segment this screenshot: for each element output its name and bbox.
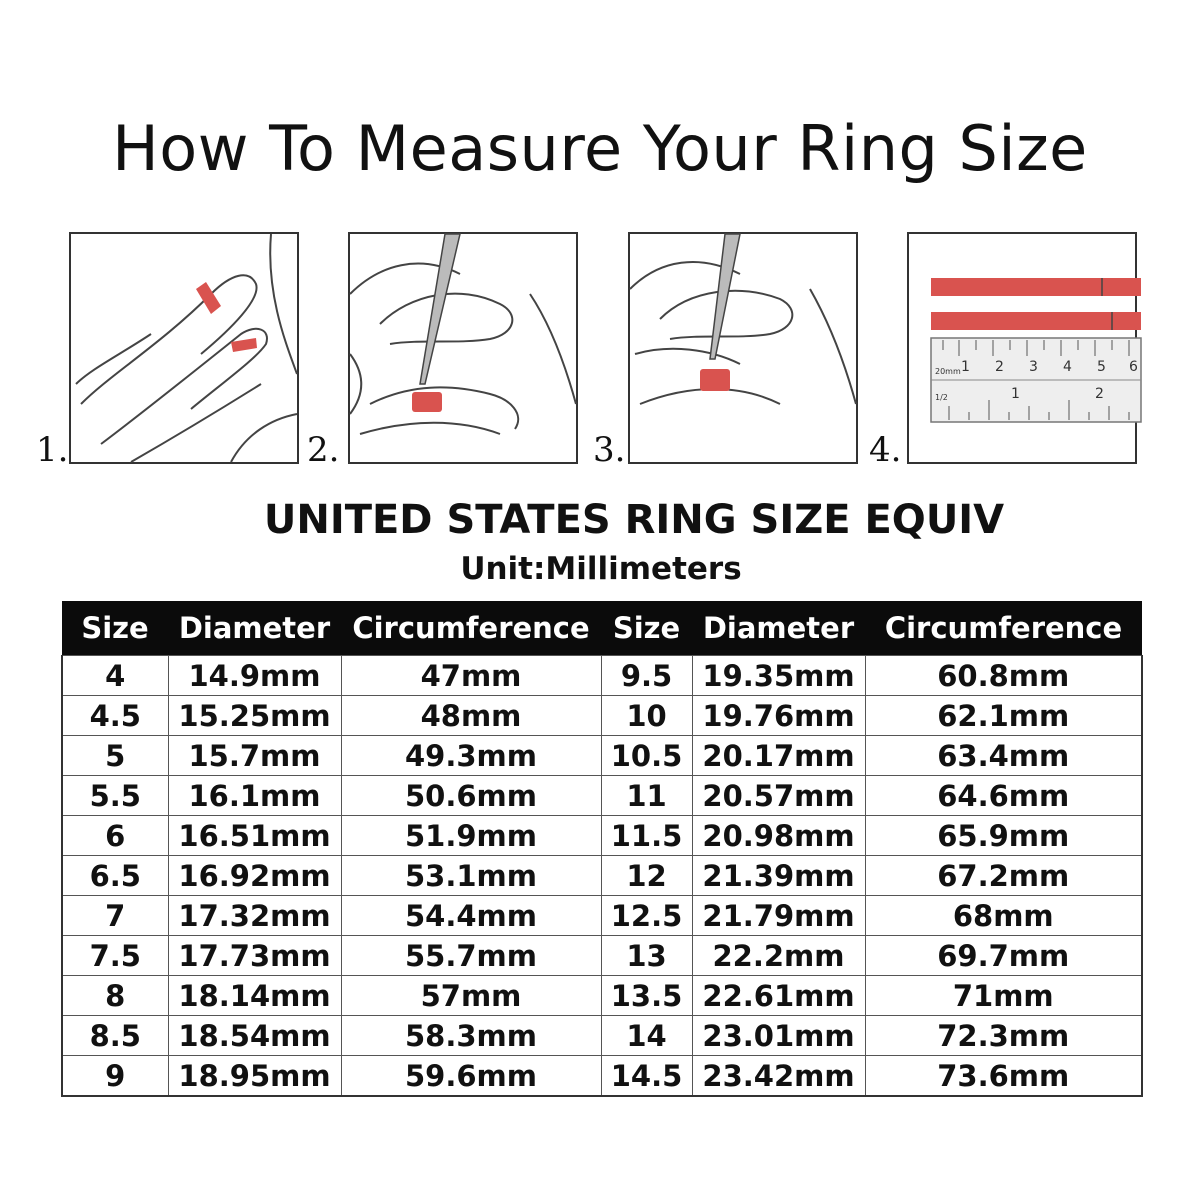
table-cell: 71mm <box>865 976 1142 1016</box>
table-row <box>62 1056 1142 1097</box>
table-cell: 20.57mm <box>692 776 865 816</box>
table-cell: 59.6mm <box>341 1056 601 1097</box>
table-cell: 9.5 <box>601 656 692 696</box>
table-cell: 60.8mm <box>865 656 1142 696</box>
table-cell: 11 <box>601 776 692 816</box>
ruler-mark: 5 <box>1097 359 1106 375</box>
table-cell: 19.35mm <box>692 656 865 696</box>
column-header: Circumference <box>865 601 1142 656</box>
table-cell: 21.79mm <box>692 896 865 936</box>
step-3-illustration <box>628 232 858 464</box>
table-row <box>62 976 1142 1016</box>
table-cell: 57mm <box>341 976 601 1016</box>
table-cell: 49.3mm <box>341 736 601 776</box>
table-cell: 10.5 <box>601 736 692 776</box>
table-row <box>62 656 1142 696</box>
table-cell: 16.1mm <box>168 776 341 816</box>
table-cell: 21.39mm <box>692 856 865 896</box>
table-cell: 62.1mm <box>865 696 1142 736</box>
table-cell: 11.5 <box>601 816 692 856</box>
table-cell: 69.7mm <box>865 936 1142 976</box>
table-cell: 22.61mm <box>692 976 865 1016</box>
table-row <box>62 736 1142 776</box>
chart-title: UNITED STATES RING SIZE EQUIV <box>263 497 1005 543</box>
table-row <box>62 1016 1142 1056</box>
table-row <box>62 696 1142 736</box>
column-header: Size <box>601 601 692 656</box>
table-cell: 64.6mm <box>865 776 1142 816</box>
step-1-label: 1. <box>36 430 69 470</box>
table-cell: 68mm <box>865 896 1142 936</box>
table-cell: 15.25mm <box>168 696 341 736</box>
table-cell: 12 <box>601 856 692 896</box>
column-header: Size <box>62 601 168 656</box>
table-cell: 23.01mm <box>692 1016 865 1056</box>
table-header-row <box>62 601 1142 656</box>
step-3-label: 3. <box>593 430 626 470</box>
table-cell: 4.5 <box>62 696 168 736</box>
ruler-icon <box>909 234 1141 462</box>
table-row <box>62 856 1142 896</box>
table-cell: 15.7mm <box>168 736 341 776</box>
step-4-label: 4. <box>869 430 902 470</box>
ruler-inch-label: 1/2 <box>935 393 948 402</box>
table-cell: 65.9mm <box>865 816 1142 856</box>
table-row <box>62 776 1142 816</box>
table-cell: 6.5 <box>62 856 168 896</box>
table-body <box>62 656 1142 1097</box>
table-cell: 47mm <box>341 656 601 696</box>
table-cell: 23.42mm <box>692 1056 865 1097</box>
table-cell: 17.73mm <box>168 936 341 976</box>
table-cell: 8 <box>62 976 168 1016</box>
marking-band-icon <box>350 234 576 462</box>
table-cell: 4 <box>62 656 168 696</box>
table-row <box>62 896 1142 936</box>
table-cell: 5.5 <box>62 776 168 816</box>
table-cell: 18.95mm <box>168 1056 341 1097</box>
ruler-mark: 1 <box>961 359 970 375</box>
table-cell: 50.6mm <box>341 776 601 816</box>
ruler-mark: 4 <box>1063 359 1072 375</box>
table-row <box>62 816 1142 856</box>
ruler-mark: 3 <box>1029 359 1038 375</box>
column-header: Circumference <box>341 601 601 656</box>
table-cell: 18.54mm <box>168 1016 341 1056</box>
table-row <box>62 936 1142 976</box>
step-2-illustration <box>348 232 578 464</box>
table-cell: 53.1mm <box>341 856 601 896</box>
table-cell: 7.5 <box>62 936 168 976</box>
table-cell: 63.4mm <box>865 736 1142 776</box>
table-cell: 14 <box>601 1016 692 1056</box>
ruler-mark: 1 <box>1011 386 1020 402</box>
ring-size-table <box>61 601 1143 1097</box>
table-cell: 13 <box>601 936 692 976</box>
measurement-steps <box>0 230 1200 470</box>
table-cell: 9 <box>62 1056 168 1097</box>
table-cell: 14.9mm <box>168 656 341 696</box>
table-cell: 67.2mm <box>865 856 1142 896</box>
table-cell: 20.98mm <box>692 816 865 856</box>
unit-label: Unit:Millimeters <box>460 551 742 587</box>
table-cell: 10 <box>601 696 692 736</box>
table-cell: 5 <box>62 736 168 776</box>
table-cell: 58.3mm <box>341 1016 601 1056</box>
ruler-mark: 2 <box>1095 386 1104 402</box>
marking-overlap-icon <box>630 234 856 462</box>
ruler-cm-label: 20mm <box>935 367 961 376</box>
table-cell: 48mm <box>341 696 601 736</box>
page-title: How To Measure Your Ring Size <box>112 112 1088 185</box>
table-cell: 72.3mm <box>865 1016 1142 1056</box>
column-header: Diameter <box>692 601 865 656</box>
ruler-mark: 2 <box>995 359 1004 375</box>
table-cell: 7 <box>62 896 168 936</box>
table-cell: 6 <box>62 816 168 856</box>
step-4-illustration <box>907 232 1137 464</box>
table-cell: 8.5 <box>62 1016 168 1056</box>
table-cell: 54.4mm <box>341 896 601 936</box>
hand-with-string-icon <box>71 234 297 462</box>
table-cell: 16.92mm <box>168 856 341 896</box>
table-cell: 55.7mm <box>341 936 601 976</box>
table-cell: 51.9mm <box>341 816 601 856</box>
ruler-mark: 6 <box>1129 359 1138 375</box>
table-cell: 17.32mm <box>168 896 341 936</box>
table-cell: 12.5 <box>601 896 692 936</box>
table-cell: 22.2mm <box>692 936 865 976</box>
table-cell: 20.17mm <box>692 736 865 776</box>
step-2-label: 2. <box>307 430 340 470</box>
column-header: Diameter <box>168 601 341 656</box>
step-1-illustration <box>69 232 299 464</box>
table-cell: 18.14mm <box>168 976 341 1016</box>
table-cell: 13.5 <box>601 976 692 1016</box>
table-cell: 19.76mm <box>692 696 865 736</box>
table-cell: 73.6mm <box>865 1056 1142 1097</box>
table-cell: 14.5 <box>601 1056 692 1097</box>
table-cell: 16.51mm <box>168 816 341 856</box>
